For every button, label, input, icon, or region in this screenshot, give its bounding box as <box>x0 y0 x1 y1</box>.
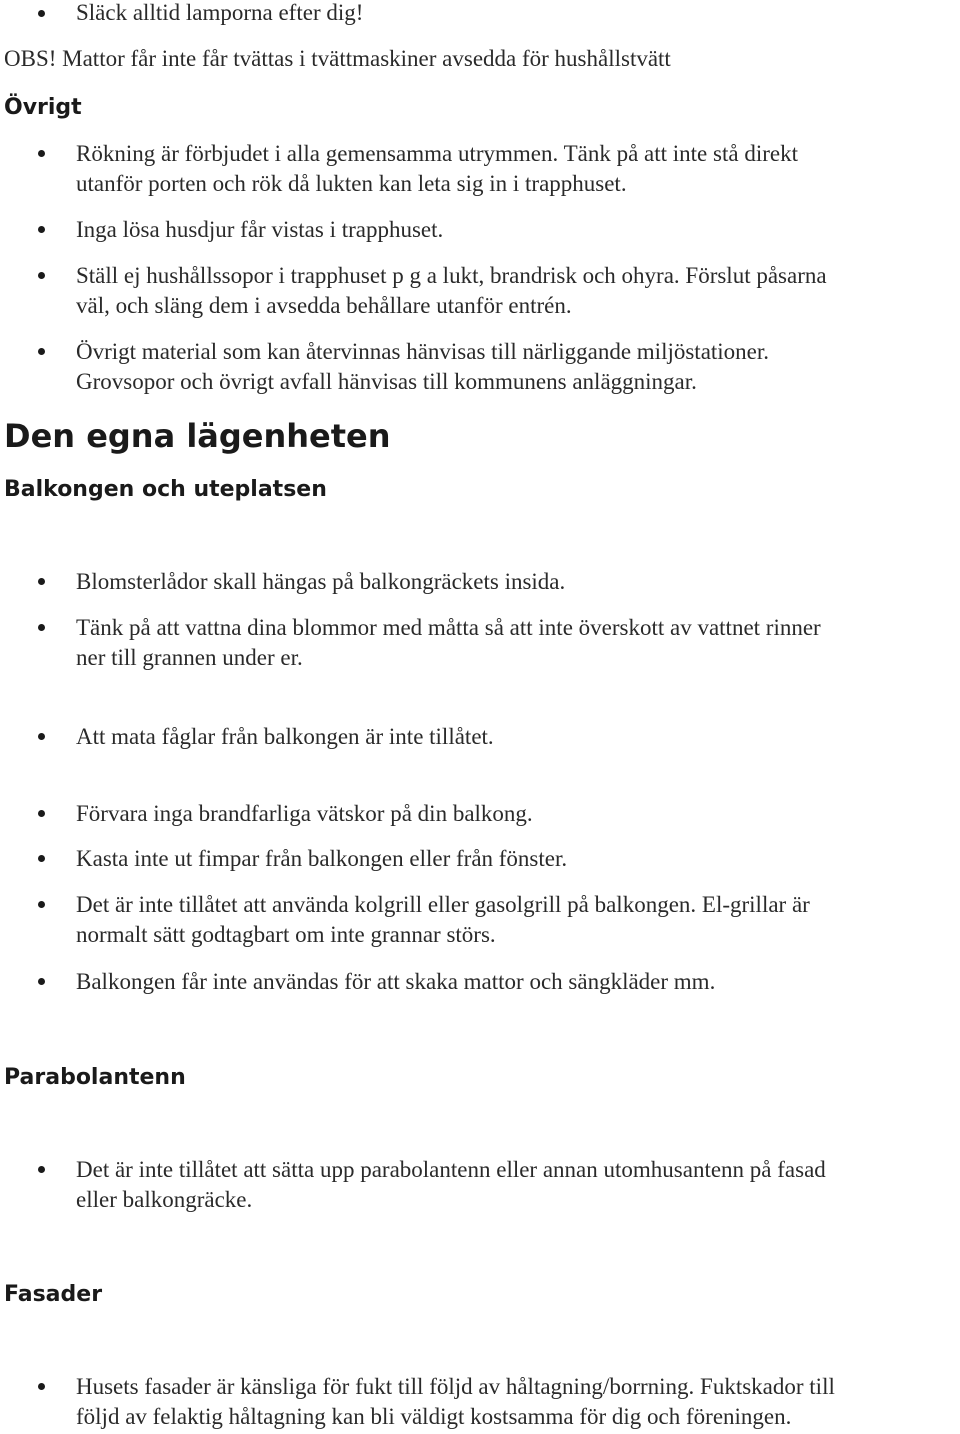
list-item <box>76 799 956 829</box>
heading-parabolantenn: Parabolantenn <box>4 1065 186 1090</box>
list-item <box>76 139 956 199</box>
bullet-icon <box>38 810 45 817</box>
bullet-icon <box>38 578 45 585</box>
list-item-line: Grovsopor och övrigt avfall hänvisas till kommunens anläggningar. <box>76 369 697 394</box>
list-item <box>76 567 956 597</box>
bullet-icon <box>38 1383 45 1390</box>
list-item-line: Det är inte tillåtet att använda kolgrill eller gasolgrill på balkongen. El-grillar är <box>76 892 810 917</box>
list-item <box>76 967 956 997</box>
bullet-icon <box>38 150 45 157</box>
bullet-icon <box>38 624 45 631</box>
list-item-line: Rökning är förbjudet i alla gemensamma utrymmen. Tänk på att inte stå direkt <box>76 141 798 166</box>
list-item-line: Kasta inte ut fimpar från balkongen eller från fönster. <box>76 846 568 871</box>
list-item-line: följd av felaktig håltagning kan bli väldigt kostsamma för dig och föreningen. <box>76 1404 792 1429</box>
obs-note: OBS! Mattor får inte får tvättas i tvättmaskiner avsedda för hushållstvätt <box>4 46 671 71</box>
list-item-line: Övrigt material som kan återvinnas hänvisas till närliggande miljöstationer. <box>76 339 770 364</box>
list-item <box>76 1372 956 1432</box>
bullet-icon <box>38 272 45 279</box>
bullet-icon <box>38 855 45 862</box>
bullet-icon <box>38 1166 45 1173</box>
heading-balkong: Balkongen och uteplatsen <box>4 477 327 502</box>
page-title: Den egna lägenheten <box>4 417 391 455</box>
list-item-line: Inga lösa husdjur får vistas i trapphuset. <box>76 217 444 242</box>
list-item <box>76 890 956 950</box>
bullet-icon <box>38 348 45 355</box>
list-item-line: normalt sätt godtagbart om inte grannar störs. <box>76 922 496 947</box>
bullet-icon <box>38 901 45 908</box>
list-item-text: Släck alltid lamporna efter dig! <box>76 0 364 25</box>
list-item <box>76 337 956 397</box>
list-item <box>76 1155 956 1215</box>
list-item-line: ner till grannen under er. <box>76 645 303 670</box>
list-item <box>76 0 956 28</box>
list-item-line: eller balkongräcke. <box>76 1187 253 1212</box>
list-item <box>76 613 956 673</box>
list-item-line: utanför porten och rök då lukten kan leta sig in i trapphuset. <box>76 171 627 196</box>
list-item <box>76 844 956 874</box>
list-item <box>76 261 956 321</box>
list-item-line: Att mata fåglar från balkongen är inte tillåtet. <box>76 724 494 749</box>
list-item <box>76 722 956 752</box>
heading-fasader: Fasader <box>4 1282 103 1307</box>
list-item <box>76 215 956 245</box>
list-item-line: Husets fasader är känsliga för fukt till följd av håltagning/borrning. Fuktskador till <box>76 1374 835 1399</box>
list-item-line: Balkongen får inte användas för att skaka mattor och sängkläder mm. <box>76 969 716 994</box>
bullet-icon <box>38 226 45 233</box>
list-item-line: Det är inte tillåtet att sätta upp parabolantenn eller annan utomhusantenn på fasad <box>76 1157 826 1182</box>
list-item-line: väl, och släng dem i avsedda behållare utanför entrén. <box>76 293 572 318</box>
heading-ovrigt: Övrigt <box>4 95 82 120</box>
list-item-line: Tänk på att vattna dina blommor med måtta så att inte överskott av vattnet rinner <box>76 615 821 640</box>
list-item-line: Ställ ej hushållssopor i trapphuset p g a lukt, brandrisk och ohyra. Förslut påsarna <box>76 263 827 288</box>
bullet-icon <box>38 733 45 740</box>
bullet-icon <box>38 978 45 985</box>
bullet-icon <box>38 10 45 17</box>
list-item-line: Förvara inga brandfarliga vätskor på din balkong. <box>76 801 533 826</box>
list-item-line: Blomsterlådor skall hängas på balkongräckets insida. <box>76 569 566 594</box>
